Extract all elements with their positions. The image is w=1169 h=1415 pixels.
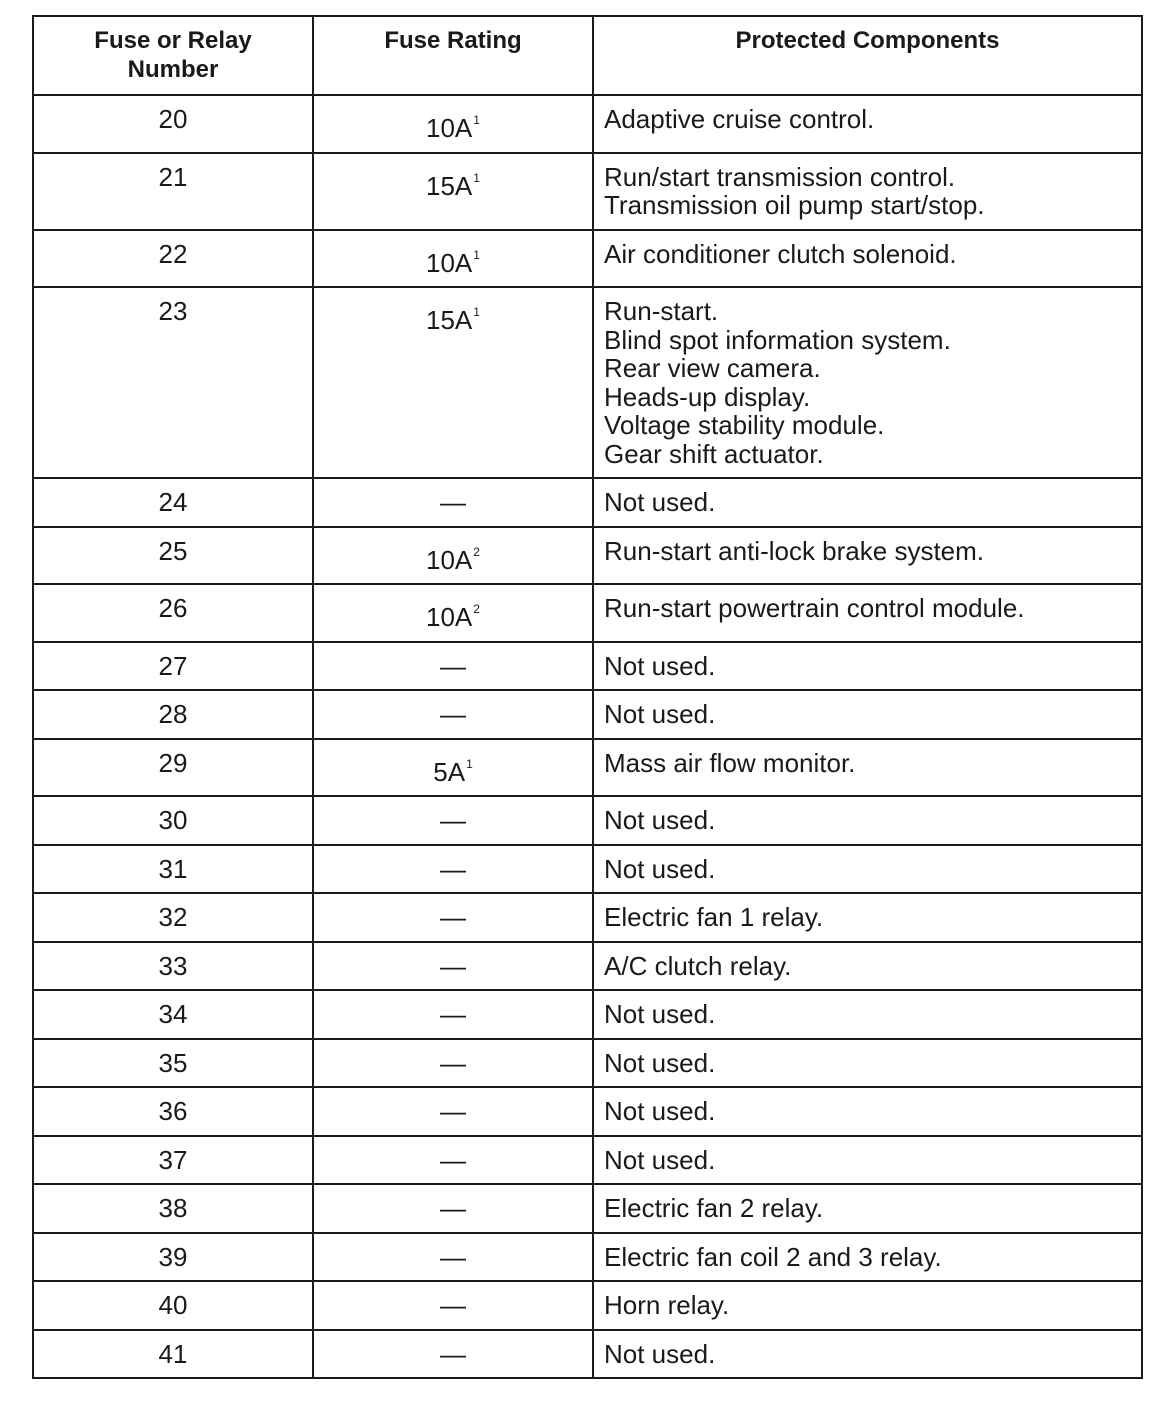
fuse-rating: —: [440, 1144, 466, 1175]
protected-components-cell: [593, 1184, 1142, 1233]
fuse-rating: —: [440, 1047, 466, 1078]
fuse-number-cell: [33, 1039, 313, 1088]
protected-component: Not used.: [604, 487, 716, 517]
protected-component: A/C clutch relay.: [604, 950, 792, 981]
fuse-rating-cell: [313, 230, 593, 288]
protected-component: Electric fan coil 2 and 3 relay.: [604, 1241, 942, 1272]
fuse-rating: —: [440, 1290, 466, 1320]
fuse-number: 29: [158, 747, 188, 778]
fuse-number-cell: [33, 1184, 313, 1233]
fuse-rating-cell: [313, 990, 593, 1039]
fuse-number-cell: [33, 690, 313, 739]
fuse-rating-cell: [313, 1039, 593, 1088]
header-number-label: Fuse or Relay Number: [94, 27, 252, 83]
fuse-number-cell: [33, 942, 313, 991]
table-row: [33, 287, 1142, 478]
table-row: [33, 527, 1142, 585]
fuse-rating-cell: [313, 1281, 593, 1330]
protected-component: Not used.: [604, 1047, 716, 1078]
fuse-rating-cell: [313, 1184, 593, 1233]
protected-component: Electric fan 2 relay.: [604, 1193, 824, 1223]
footnote-marker: 1: [473, 113, 480, 128]
protected-component: Run-start powertrain control module.: [604, 593, 1025, 623]
fuse-rating: 15A: [426, 305, 473, 335]
fuse-number: 25: [158, 535, 188, 566]
fuse-number: 38: [158, 1193, 188, 1223]
table-row: [33, 1233, 1142, 1282]
table-row: [33, 739, 1142, 797]
protected-component: Not used.: [604, 1144, 716, 1175]
table-header: [33, 16, 1142, 95]
fuse-rating: —: [440, 1338, 466, 1369]
table-row: [33, 845, 1142, 894]
protected-component: Electric fan 1 relay.: [604, 902, 824, 932]
table-row: [33, 1039, 1142, 1088]
table-row: [33, 478, 1142, 527]
footnote-marker: 1: [473, 247, 480, 262]
table-row: [33, 796, 1142, 845]
protected-component: Run-start.: [604, 296, 719, 326]
fuse-rating: —: [440, 805, 466, 835]
protected-component: Horn relay.: [604, 1290, 730, 1320]
fuse-number: 37: [158, 1144, 188, 1175]
fuse-number-cell: [33, 796, 313, 845]
table-row: [33, 1136, 1142, 1185]
fuse-rating-wrap: [440, 1242, 466, 1272]
fuse-rating: 10A: [426, 113, 473, 143]
fuse-number: 20: [158, 104, 188, 134]
protected-component: Not used.: [604, 805, 716, 835]
fuse-rating: 10A: [426, 602, 473, 632]
fuse-rating-wrap: [433, 758, 473, 787]
fuse-rating-cell: [313, 153, 593, 230]
table-row: [33, 95, 1142, 153]
protected-component: Not used.: [604, 650, 716, 681]
table-row: [33, 690, 1142, 739]
protected-component: Not used.: [604, 1338, 716, 1369]
fuse-rating: —: [440, 950, 466, 981]
fuse-rating-cell: [313, 845, 593, 894]
fuse-rating-wrap: [440, 699, 466, 729]
fuse-rating-wrap: [440, 1048, 466, 1078]
fuse-rating-wrap: [440, 1290, 466, 1320]
fuse-rating-cell: [313, 1136, 593, 1185]
fuse-rating: —: [440, 1193, 466, 1223]
fuse-number: 31: [158, 853, 188, 884]
fuse-rating-wrap: [440, 854, 466, 884]
protected-component: Gear shift actuator.: [604, 438, 824, 469]
fuse-number: 39: [158, 1241, 188, 1272]
fuse-number-cell: [33, 153, 313, 230]
table-row: [33, 230, 1142, 288]
fuse-number: 33: [158, 950, 188, 981]
table-row: [33, 942, 1142, 991]
protected-components-cell: [593, 690, 1142, 739]
protected-components-cell: [593, 95, 1142, 153]
protected-components-cell: [593, 1281, 1142, 1330]
fuse-rating-wrap: [440, 902, 466, 932]
fuse-rating-cell: [313, 1233, 593, 1282]
protected-components-cell: [593, 153, 1142, 230]
footnote-marker: 1: [473, 305, 480, 320]
fuse-rating-cell: [313, 942, 593, 991]
fuse-number-cell: [33, 1281, 313, 1330]
fuse-rating-wrap: [440, 651, 466, 681]
table-row: [33, 1330, 1142, 1379]
footnote-marker: 2: [473, 602, 480, 617]
fuse-rating-cell: [313, 584, 593, 642]
protected-components-cell: [593, 739, 1142, 797]
footnote-marker: 1: [466, 756, 473, 771]
protected-components-cell: [593, 942, 1142, 991]
fuse-rating: —: [440, 1096, 466, 1126]
fuse-rating-wrap: [440, 999, 466, 1029]
protected-components-cell: [593, 230, 1142, 288]
fuse-rating-wrap: [440, 1096, 466, 1126]
fuse-rating-wrap: [440, 1193, 466, 1223]
protected-components-cell: [593, 1039, 1142, 1088]
fuse-number-cell: [33, 739, 313, 797]
fuse-number-cell: [33, 287, 313, 478]
fuse-rating-cell: [313, 1330, 593, 1379]
protected-components-cell: [593, 893, 1142, 942]
fuse-rating-cell: [313, 739, 593, 797]
fuse-number-cell: [33, 893, 313, 942]
fuse-rating-wrap: [440, 1145, 466, 1175]
fuse-rating: —: [440, 853, 466, 884]
footnote-marker: 1: [473, 170, 480, 185]
fuse-number: 24: [158, 487, 188, 517]
protected-components-cell: [593, 845, 1142, 894]
fuse-number: 34: [158, 999, 188, 1029]
fuse-number: 32: [158, 902, 188, 932]
fuse-rating: —: [440, 902, 466, 932]
fuse-number-cell: [33, 478, 313, 527]
fuse-rating: 10A: [426, 247, 473, 278]
fuse-rating-cell: [313, 1087, 593, 1136]
protected-components-cell: [593, 1087, 1142, 1136]
fuse-number-cell: [33, 1087, 313, 1136]
fuse-rating-cell: [313, 893, 593, 942]
header-rating: [313, 16, 593, 95]
fuse-rating-wrap: [426, 172, 480, 201]
fuse-rating-wrap: [426, 546, 480, 575]
table-body: [33, 95, 1142, 1378]
fuse-number: 26: [158, 593, 188, 623]
protected-component: Blind spot information system.: [604, 324, 951, 355]
footnote-marker: 2: [473, 544, 480, 559]
fuse-number-cell: [33, 584, 313, 642]
fuse-rating: —: [440, 650, 466, 681]
protected-component: Mass air flow monitor.: [604, 747, 856, 778]
protected-component: Not used.: [604, 853, 716, 884]
protected-component: Rear view camera.: [604, 353, 821, 383]
table-row: [33, 153, 1142, 230]
fuse-number-cell: [33, 230, 313, 288]
fuse-number-cell: [33, 845, 313, 894]
protected-components-cell: [593, 796, 1142, 845]
fuse-rating-wrap: [440, 487, 466, 517]
header-components: [593, 16, 1142, 95]
protected-components-cell: [593, 527, 1142, 585]
header-row: [33, 16, 1142, 95]
fuse-rating-cell: [313, 95, 593, 153]
table-row: [33, 584, 1142, 642]
fuse-rating-wrap: [440, 805, 466, 835]
fuse-rating: 15A: [426, 170, 473, 201]
fuse-rating-cell: [313, 287, 593, 478]
fuse-number: 27: [158, 650, 188, 681]
protected-components-cell: [593, 1330, 1142, 1379]
fuse-number-cell: [33, 1330, 313, 1379]
fuse-number: 36: [158, 1096, 188, 1126]
protected-components-cell: [593, 478, 1142, 527]
fuse-rating-cell: [313, 478, 593, 527]
header-number: [33, 16, 313, 95]
fuse-table: [32, 15, 1143, 1379]
table-row: [33, 990, 1142, 1039]
protected-components-cell: [593, 1233, 1142, 1282]
fuse-rating: —: [440, 699, 466, 729]
fuse-number: 40: [158, 1290, 188, 1320]
fuse-rating: 5A: [433, 756, 466, 787]
header-rating-label: Fuse Rating: [384, 27, 522, 54]
protected-components-cell: [593, 990, 1142, 1039]
fuse-rating-cell: [313, 527, 593, 585]
fuse-rating: —: [440, 999, 466, 1029]
table-row: [33, 1087, 1142, 1136]
protected-component: Run/start transmission control.: [604, 161, 956, 192]
protected-component: Transmission oil pump start/stop.: [604, 190, 985, 220]
fuse-rating-cell: [313, 690, 593, 739]
fuse-number: 41: [158, 1338, 188, 1369]
fuse-rating-cell: [313, 796, 593, 845]
fuse-number: 23: [158, 296, 188, 326]
fuse-number-cell: [33, 527, 313, 585]
protected-component: Not used.: [604, 999, 716, 1029]
fuse-number: 35: [158, 1047, 188, 1078]
protected-components-cell: [593, 1136, 1142, 1185]
fuse-rating-wrap: [426, 114, 480, 143]
fuse-number: 30: [158, 805, 188, 835]
table-row: [33, 642, 1142, 691]
protected-component: Heads-up display.: [604, 381, 811, 412]
protected-components-cell: [593, 642, 1142, 691]
fuse-number: 28: [158, 699, 188, 729]
protected-component: Run-start anti-lock brake system.: [604, 535, 985, 566]
fuse-rating: 10A: [426, 544, 473, 575]
protected-component: Not used.: [604, 699, 716, 729]
fuse-number: 22: [158, 238, 188, 269]
protected-component: Not used.: [604, 1096, 716, 1126]
fuse-number-cell: [33, 642, 313, 691]
fuse-rating-wrap: [440, 1339, 466, 1369]
protected-component: Adaptive cruise control.: [604, 104, 875, 134]
protected-component: Air conditioner clutch solenoid.: [604, 238, 957, 269]
fuse-rating-wrap: [440, 951, 466, 981]
fuse-number-cell: [33, 1233, 313, 1282]
fuse-number-cell: [33, 990, 313, 1039]
protected-components-cell: [593, 584, 1142, 642]
fuse-rating-wrap: [426, 306, 480, 335]
fuse-number-cell: [33, 95, 313, 153]
table-row: [33, 893, 1142, 942]
header-components-label: Protected Components: [735, 27, 1000, 54]
fuse-rating-wrap: [426, 603, 480, 632]
fuse-rating: —: [440, 1241, 466, 1272]
fuse-number-cell: [33, 1136, 313, 1185]
table-row: [33, 1184, 1142, 1233]
fuse-rating-cell: [313, 642, 593, 691]
fuse-rating: —: [440, 487, 466, 517]
table-row: [33, 1281, 1142, 1330]
fuse-rating-wrap: [426, 249, 480, 278]
fuse-number: 21: [158, 161, 188, 192]
protected-component: Voltage stability module.: [604, 410, 885, 440]
protected-components-cell: [593, 287, 1142, 478]
